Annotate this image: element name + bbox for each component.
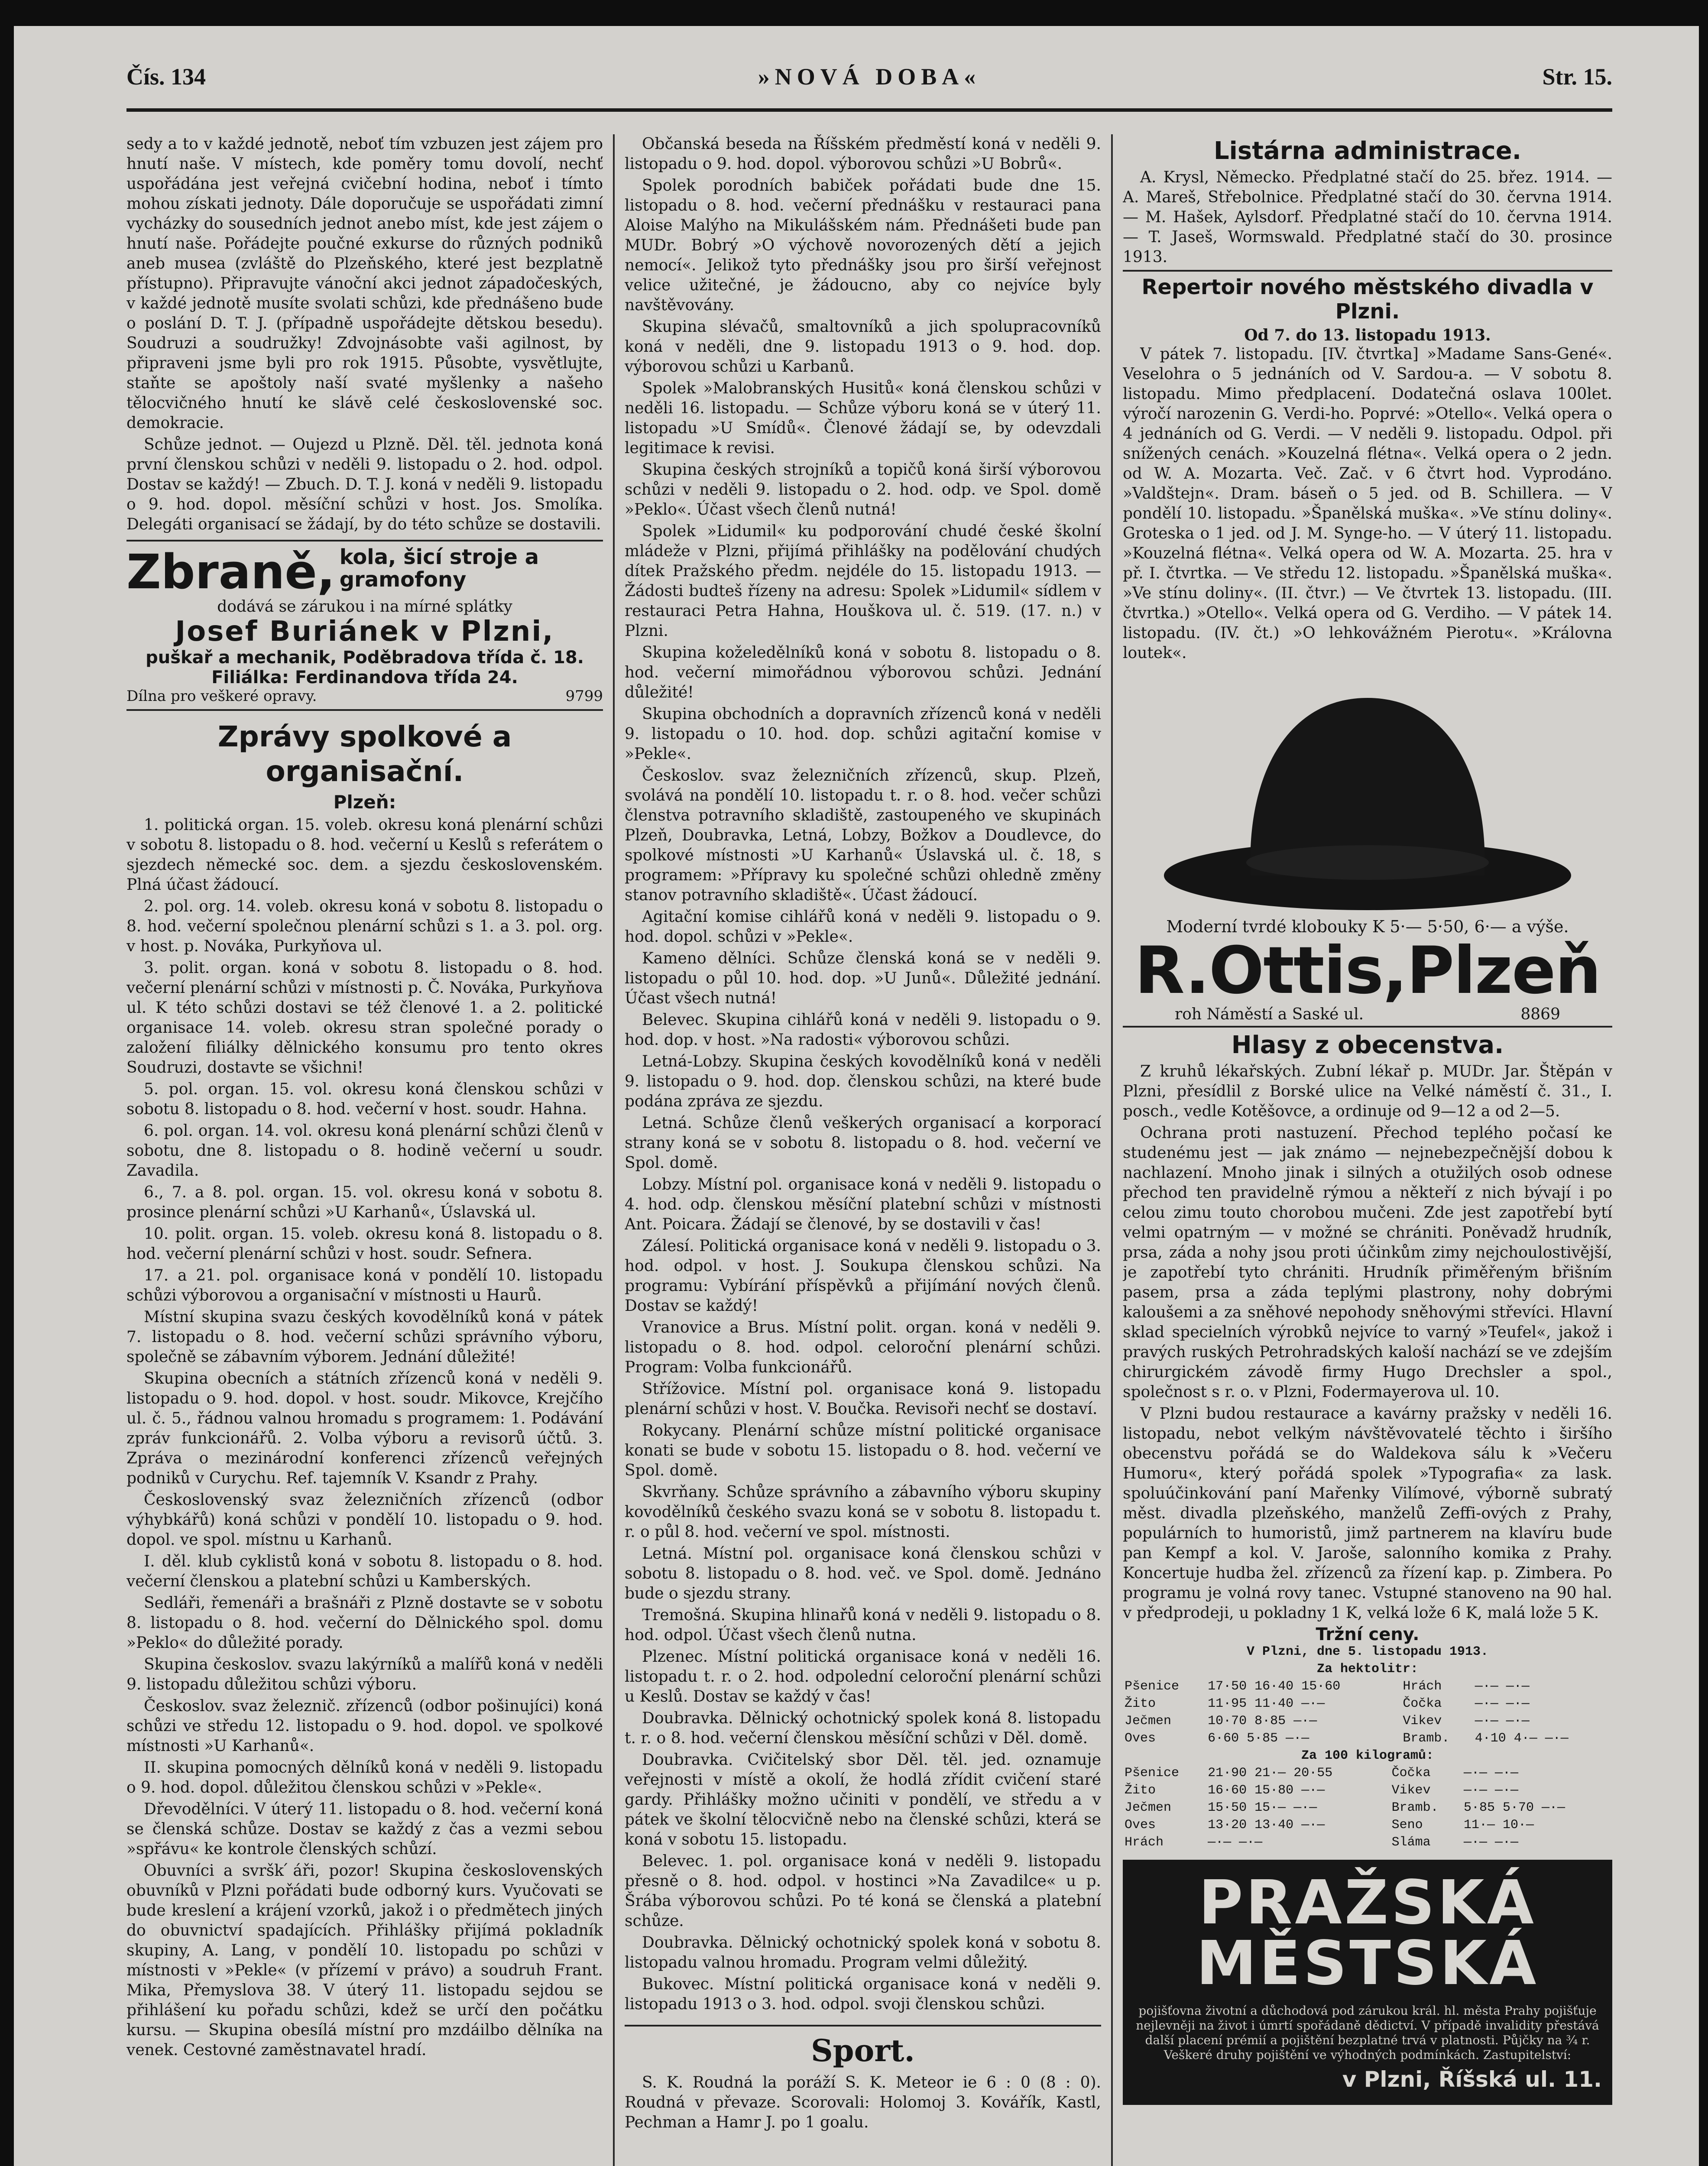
article-paragraph: sedy a to v každé jednotě, neboť tím vzbuzen jest zájem pro hnutí naše. V místech, kde poměry tomu dovolí, nechť uspořádána jest veřejná cvičební hodina, neboť i tímto mohou získati jednoty. Dále doporučuje se uspořádati zimní vycházky do sousedních jednot anebo míst, kde jest zájem o hnutí naše. Pořádejte poučné exkurse do různých podniků aneb musea (zvláště do Plzeňského, které jest bezplatně přístupno). Připravujte vánoční akci jednot západočeských, v každé jednotě musíte svolati schůzi, kde přednášeno bude o poslání D. T. J. (případně uspořádejte dětskou besedu). Soudruzi a soudružky! Zdvojnásobte vaši agilnost, by připraveni jsme byli pro rok 1915. Působte, vysvětlujte, staňte se apoštoly naší svaté myšlenky a našeho tělocvičného hnutí ke slávě celé československé soc. demokracie. bbox=[126, 135, 603, 432]
header-rule bbox=[126, 108, 1612, 112]
notice-paragraph: Dřevodělníci. V úterý 11. listopadu o 8. hod. večerní koná se členská schůze. Dostav se každý z čas a vezmi sebou »spr̆ávu« ke kontrole členských schůzí. bbox=[126, 1800, 603, 1858]
notice-list bbox=[1123, 1062, 1612, 1623]
notice-paragraph: Obuvníci a svršk ́áři, pozor! Skupina československých obuvníků v Plzni pořádati bude odborný kurs. Vyučovati se bude kreslení a krájení vzorků, jakož i o předmětech jiných do obuvnictví spadajících. Přihlášky přijímá pokladník skupiny, A. Lang, v pondělí 10. listopadu po schůzi v místnosti v »Pekle« (v přízemí v právo) a soudruh Frant. Mika, Přemyslova 38. V úterý 11. listopadu sejdou se přihlášení ku pořadu schůzi, kdež se určí den počátku kursu. — Skupina obesílá místní pro mzdáilbo dělníka na venek. Cestovné zaměstnavatel hradí. bbox=[126, 1862, 603, 2059]
notice-paragraph: Skupina slévačů, smaltovníků a jich spolupracovníků koná v neděli, dne 9. listopadu 1913 o 9. hod. dop. výborovou schůzi u Karbanů. bbox=[625, 318, 1101, 376]
market-cell: Hrách bbox=[1125, 1835, 1164, 1850]
market-date: V Plzni, dne 5. listopadu 1913. bbox=[1246, 1644, 1489, 1659]
notice-paragraph: 17. a 21. pol. organisace koná v pondělí 10. listopadu schůzi výborovou a organisační v místnosti u Haurů. bbox=[126, 1267, 603, 1304]
market-row bbox=[1123, 1834, 1612, 1851]
market-cell: 13·20 13·40 —·— bbox=[1208, 1818, 1325, 1832]
notice-paragraph: Letná-Lobzy. Skupina českých kovodělníků koná v neděli 9. listopadu o 9. hod. dop. členskou schůzi, na které bude podána zpráva ze sjezdu. bbox=[625, 1053, 1101, 1110]
market-cell: 11·95 11·40 —·— bbox=[1208, 1696, 1325, 1711]
masthead: »NOVÁ DOBA« bbox=[758, 64, 981, 90]
notice-paragraph: Střížovice. Místní pol. organisace koná 9. listopadu plenární schůzi v host. V. Boučka. Revisoři nechť se dostaví. bbox=[625, 1380, 1101, 1418]
market-cell: Bramb. bbox=[1391, 1800, 1439, 1815]
market-cell: Vikev bbox=[1391, 1783, 1431, 1798]
notice-paragraph: Agitační komise cihlářů koná v neděli 9. listopadu o 9. hod. dopol. schůzi v »Pekle«. bbox=[625, 908, 1101, 946]
ad-text: pojišťovna životní a důchodová pod zárukou král. hl. města Prahy pojišťuje nejlevněji na život i úmrtí spořádaně dědictví. V případě invalidity přestává další placení prémií a pojištění bezplatné trvá v platnosti. Půjčky na ¾ r. Veškeré druhy pojištění ve výhodných podmínkách. Zastupitelství: bbox=[1136, 2004, 1599, 2062]
market-cell: —·— —·— bbox=[1475, 1679, 1530, 1694]
market-table bbox=[1123, 1764, 1612, 1851]
ad-name: Josef Buriánek v Plzni, bbox=[175, 616, 554, 648]
notice-paragraph: Letná. Schůze členů veškerých organisací a korporací strany koná se v sobotu 8. listopadu o 8. hod. večerní ve Spol. domě. bbox=[625, 1114, 1101, 1172]
section-heading: Zprávy spolkové a organisační. bbox=[217, 720, 512, 788]
notice-paragraph: Rokycany. Plenární schůze místní politické organisace konati se bude v sobotu 15. listopadu o 8. hod. večerní ve Spol. domě. bbox=[625, 1422, 1101, 1479]
column-left bbox=[126, 134, 603, 2062]
section-subheading: Plzeň: bbox=[333, 791, 396, 813]
market-cell: —·— —·— bbox=[1463, 1835, 1518, 1850]
notice-paragraph: Místní skupina svazu českých kovodělníků koná v pátek 7. listopadu o 8. hod. večerní schůzi správního výboru, společně se zábavním výborem. Jednání důležité! bbox=[126, 1308, 603, 1366]
column-right bbox=[1123, 134, 1612, 2105]
section-heading: Repertoir nového městského divadla v Plzni. bbox=[1123, 270, 1612, 324]
notice-paragraph: Z kruhů lékařských. Zubní lékař p. MUDr. Jar. Štěpán v Plzni, přesídlil z Borské ulice na Velké náměstí č. 31., I. posch., vedle Kotěšovce, a ordinuje od 9—12 a od 2—5. bbox=[1123, 1063, 1612, 1120]
market-cell: 15·50 15·— —·— bbox=[1208, 1800, 1317, 1815]
notice-paragraph: Belevec. 1. pol. organisace koná v neděli 9. listopadu přesně o 8. hod. odpol. v hostinci »Na Zavadilce« u p. Šrába výborovou schůzi. Po té koná se členská a platební schůze. bbox=[625, 1852, 1101, 1930]
page-header bbox=[126, 50, 1612, 102]
market-cell: Oves bbox=[1125, 1818, 1156, 1832]
notice-paragraph: Bukovec. Místní politická organisace koná v neděli 9. listopadu 1913 o 3. hod. odpol. svoji členskou schůzi. bbox=[625, 1975, 1101, 2013]
section-heading: Listárna administrace. bbox=[1214, 137, 1521, 165]
notice-paragraph: Skupina obecních a státních zřízenců koná v neděli 9. listopadu o 9. hod. dopol. v host. soudr. Mikovce, Krejčího ul. č. 5., řádnou valnou hromadu s programem: 1. Podávání zpráv funkcionářů. 2. Volba výboru a revisorů účtů. 3. Zpráva o mezinárodní konferenci zřízenců veřejných podniků v Curychu. Ref. tajemník V. Ksandr z Prahy. bbox=[126, 1370, 603, 1487]
notice-paragraph: 5. pol. organ. 15. vol. okresu koná členskou schůzi v sobotu 8. listopadu o 8. hod. večerní v host. soudr. Hahna. bbox=[126, 1080, 603, 1118]
market-cell: —·— —·— bbox=[1475, 1714, 1530, 1728]
notice-paragraph: Belevec. Skupina cihlářů koná v neděli 9. listopadu o 9. hod. dop. v host. »Na radosti« výborovou schůzi. bbox=[625, 1011, 1101, 1049]
market-row bbox=[1123, 1799, 1612, 1816]
notice-paragraph: Občanská beseda na Říšském předměstí koná v neděli 9. listopadu o 9. hod. dopol. výborovou schůzi »U Bobrů«. bbox=[625, 135, 1101, 173]
market-cell: Sláma bbox=[1391, 1835, 1431, 1850]
market-heading: Tržní ceny. bbox=[1316, 1624, 1420, 1644]
notice-paragraph: Skupina českoslov. svazu lakýrníků a malířů koná v neděli 9. listopadu důležitou schůzi výboru. bbox=[126, 1656, 603, 1693]
notice-paragraph: 3. polit. organ. koná v sobotu 8. listopadu o 8. hod. večerní plenární schůzi v místnosti p. Č. Nováka, Purkyňova ul. K této schůzi dostavi se též členové 1. a 2. politické organisace 14. voleb. okresu stran společné porady o založení filiálky dělnického konsumu pro tento okres Soudruzi, dostavte se všichni! bbox=[126, 959, 603, 1077]
market-cell: 11·— 10·— bbox=[1463, 1818, 1534, 1832]
market-unit: Za 100 kilogramů: bbox=[1301, 1748, 1434, 1763]
notice-paragraph: V Plzni budou restaurace a kavárny pražsky v neděli 16. listopadu, nebot velkým návštěvovatelé těchto i širšího obecenstvu pořádá se do Waldekova sálu k »Večeru Humoru«, který pořádá spolek »Typografia« za lask. spoluúčinkování paní Mařenky Vilímové, výborně subratý měst. divadla plzeňského, manželů Zeffi-ových z Prahy, populárních to humoristů, jimž partnerem na klavíru bude pan Kempf a kol. V. Jaroše, salonního komika z Prahy. Koncertuje hudba žel. zřízenců za řízení kap. p. Zimbera. Po programu je volná rovy tanec. Vstupné stanoveno na 90 hal. v předprodeji, u pokladny 1 K, velká lože 6 K, malá lože 5 K. bbox=[1123, 1405, 1612, 1622]
column-middle bbox=[625, 134, 1101, 2134]
section-heading: Hlasy z obecenstva. bbox=[1123, 1026, 1612, 1059]
notice-paragraph: Tremošná. Skupina hlinařů koná v neděli 9. listopadu o 8. hod. odpol. Účast všech členů nutna. bbox=[625, 1606, 1101, 1644]
notice-paragraph: Skvrňany. Schůze správního a zábavního výboru skupiny kovodělníků českého svazu koná se v sobotu 8. listopadu t. r. o půl 8. hod. večerní ve spol. místnosti. bbox=[625, 1483, 1101, 1541]
notice-paragraph: Spolek »Malobranských Husitů« koná členskou schůzi v neděli 16. listopadu. — Schůze výboru koná se v úterý 11. listopadu »U Smídů«. Členové žádají se, by odevzdali legitimace k revisi. bbox=[625, 379, 1101, 457]
ad-address: roh Náměstí a Saské ul. bbox=[1175, 1005, 1364, 1023]
market-cell: Žito bbox=[1125, 1783, 1156, 1798]
market-cell: 17·50 16·40 15·60 bbox=[1208, 1679, 1341, 1694]
market-table bbox=[1123, 1678, 1612, 1747]
notice-list bbox=[126, 815, 603, 2060]
market-cell: Vikev bbox=[1403, 1714, 1442, 1728]
ad-subtitle: kola, šicí stroje a gramofony bbox=[339, 545, 539, 592]
market-cell: 21·90 21·— 20·55 bbox=[1208, 1766, 1333, 1780]
market-row bbox=[1123, 1730, 1612, 1747]
market-cell: Pšenice bbox=[1125, 1766, 1180, 1780]
market-row bbox=[1123, 1678, 1612, 1695]
ad-name: R.Ottis,Plzeň bbox=[1134, 933, 1601, 1008]
notice-paragraph: Českoslov. svaz železničních zřízenců, skup. Plzeň, svolává na pondělí 10. listopadu t. r. o 8. hod. večer schůzi členstva potravního skladiště, zastoupeného ve skupinách Plzeň, Doubravka, Letná, Lobzy, Božkov a Doudlevce, do spolkové místnosti »U Karhanů« Úslavská ul. č. 18, s programem: »Přípravy ku společné schůzi ohledně změny stanov potravního skladiště«. Účast žádoucí. bbox=[625, 767, 1101, 904]
market-cell: Čočka bbox=[1403, 1696, 1442, 1711]
notice-paragraph: Spolek porodních babiček pořádati bude dne 15. listopadu o 8. hod. večerní přednášku v restauraci pana Aloise Malýho na Mikulášském nám. Přednášeti bude pan MUDr. Bobrý »O výchově novorozených dětí a jejich nemocí«. Jelikož tyto přednášky jsou pro širší veřejnost velice užitečné, je žádoucno, aby co nejvíce byly navštěvovány. bbox=[625, 177, 1101, 314]
market-cell: Ječmen bbox=[1125, 1800, 1172, 1815]
sport-heading: Sport. bbox=[625, 2025, 1101, 2069]
notice-paragraph: Skupina českých strojníků a topičů koná širší výborovou schůzi v neděli 9. listopadu o 2. hod. odp. ve Spol. domě »Peklo«. Účast všech členů nutná! bbox=[625, 461, 1101, 519]
notice-paragraph: Spolek »Lidumil« ku podporování chudé české školní mládeže v Plzni, přijímá přihlášky na podělování chudých dítek Pražského předm. nejdéle do 15. listopadu 1913. — Žádosti budteš řízeny na adresu: Spolek »Lidumil« sídlem v restauraci Petra Hahna, Houškova ul. č. 519. (17. n.) v Plzni. bbox=[625, 522, 1101, 640]
market-cell: —·— —·— bbox=[1463, 1766, 1518, 1780]
notice-paragraph: Letná. Místní pol. organisace koná členskou schůzi v sobotu 8. listopadu o 8. hod. več. ve Spol. domě. Jednáno bude o sjezdu strany. bbox=[625, 1545, 1101, 1602]
notice-paragraph: I. děl. klub cyklistů koná v sobotu 8. listopadu o 8. hod. večerní členskou a platební schůzi u Kamberských. bbox=[126, 1553, 603, 1590]
page-number: Str. 15. bbox=[1542, 64, 1612, 90]
notice-paragraph: 1. politická organ. 15. voleb. okresu koná plenární schůzi v sobotu 8. listopadu o 8. hod. večerní u Keslů s referátem o sjezdech německé soc. dem. a sjezdu československém. Plná účast žádoucí. bbox=[126, 816, 603, 894]
market-cell: 5·85 5·70 —·— bbox=[1463, 1800, 1565, 1815]
notice-paragraph: Plzenec. Místní politická organisace koná v neděli 16. listopadu t. r. o 2. hod. odpolední celoroční plenární schůzi u Keslů. Dostav se každý v čas! bbox=[625, 1648, 1101, 1706]
market-row bbox=[1123, 1816, 1612, 1834]
notice-paragraph: Československý svaz železničních zřízenců (odbor výhybkářů) koná schůzi v pondělí 10. listopadu o 9. hod. dopol. ve spol. místnu u Karhanů. bbox=[126, 1491, 603, 1549]
notice-paragraph: Lobzy. Místní pol. organisace koná v neděli 9. listopadu o 4. hod. odp. členskou měsíční platební schůzi v místnosti Ant. Poicara. Žádají se členové, by se dostavili v čas! bbox=[625, 1176, 1101, 1233]
market-cell: Seno bbox=[1391, 1818, 1423, 1832]
market-cell: Žito bbox=[1125, 1696, 1156, 1711]
notice-paragraph: Českoslov. svaz železnič. zřízenců (odbor pošinujíci) koná schůzi ve středu 12. listopadu o 9. hod. dopol. ve spolkové místnosti »U Karhanů«. bbox=[126, 1697, 603, 1755]
notice-paragraph: Skupina obchodních a dopravních zřízenců koná v neděli 9. listopadu o 10. hod. dop. schůzi agitační komise v »Pekle«. bbox=[625, 705, 1101, 763]
market-prices bbox=[1123, 1626, 1612, 1851]
market-row bbox=[1123, 1782, 1612, 1799]
advertisement-prazska-mestska bbox=[1123, 1860, 1612, 2105]
notice-paragraph: Kameno dělníci. Schůze členská koná se v neděli 9. listopadu o půl 10. hod. dop. »U Junů«. Důležité jednání. Účast všech nutná! bbox=[625, 950, 1101, 1007]
market-cell: 10·70 8·85 —·— bbox=[1208, 1714, 1317, 1728]
market-cell: Ječmen bbox=[1125, 1714, 1172, 1728]
notice-paragraph: Doubravka. Dělnický ochotnický spolek koná 8. listopadu t. r. o 8. hod. večerní členskou měsíční schůzi v Děl. domě. bbox=[625, 1709, 1101, 1747]
ad-address: v Plzni, Říšská ul. 11. bbox=[1342, 2067, 1602, 2092]
ad-line: dodává se zárukou i na mírné splátky bbox=[217, 598, 512, 616]
market-cell: —·— —·— bbox=[1208, 1835, 1263, 1850]
market-cell: 6·60 5·85 —·— bbox=[1208, 1731, 1309, 1746]
newspaper-page bbox=[14, 26, 1699, 2166]
market-cell: Pšenice bbox=[1125, 1679, 1180, 1694]
column-divider bbox=[1111, 134, 1113, 2166]
ad-number: 9799 bbox=[565, 687, 603, 705]
market-cell: Hrách bbox=[1403, 1679, 1442, 1694]
market-cell: Bramb. bbox=[1403, 1731, 1450, 1746]
sport-paragraph: S. K. Roudná la poráží S. K. Meteor ie 6 : 0 (8 : 0). Roudná v převaze. Scorovali: Holomoj 3. Kovářík, Kastl, Pechman a Hamr J. po 1 goalu. bbox=[625, 2074, 1101, 2131]
notice-paragraph: 10. polit. organ. 15. voleb. okresu koná 8. listopadu o 8. hod. večerní plenární schůzi v host. soudr. Sefnera. bbox=[126, 1225, 603, 1263]
ad-line: Moderní tvrdé klobouky K 5·— 5·50, 6·— a výše. bbox=[1166, 917, 1569, 936]
notice-paragraph: Doubravka. Cvičitelský sbor Děl. těl. jed. oznamuje veřejnosti v místě a okolí, že hodlá zřídit cvičení staré gardy. Přihlášky možno učiniti v pondělí, ve středu a v pátek ve školní tělocvičně nebo na členské schůzi, která se koná v sobotu 15. listopadu. bbox=[625, 1751, 1101, 1848]
notice-paragraph: II. skupina pomocných dělníků koná v neděli 9. listopadu o 9. hod. dopol. důležitou členskou schůzi v »Pekle«. bbox=[126, 1759, 603, 1796]
ad-address: puškař a mechanik, Poděbradova třída č. 18. Filiálka: Ferdinandova třída 24. bbox=[146, 648, 584, 687]
article-paragraph: Schůze jednot. — Oujezd u Plzně. Děl. těl. jednota koná první členskou schůzi v neděli 9. listopadu o 2. hod. odpol. Dostav se každý! — Zbuch. D. T. J. koná v neděli 9. listopadu o 9. hod. dopol. měsíční schůzi v host. Jos. Smolíka. Delegáti organisací se žádají, by do této schůze se dostavili. bbox=[126, 436, 603, 533]
article-paragraph: V pátek 7. listopadu. [IV. čtvrtka] »Madame Sans-Gené«. Veselohra o 5 jednáních od V. Sardou-a. — V sobotu 8. listopadu. Mimo předplacení. Dodatečná oslava 100let. výročí narozenin G. Verdi-ho. Poprvé: »Otello«. Velká opera o 4 jednáních od G. Verdi. — V neděli 9. listopadu. Odpol. při snížených cenách. »Kouzelná flétna«. Velká opera o 2 jedn. od W. A. Mozarta. Več. Zač. v 6 čtvrt hod. Vyprodáno. »Valdštejn«. Dram. báseň o 5 jed. od B. Schillera. — V pondělí 10. listopadu. »Španělská muška«. »Ve stínu doliny«. Groteska o 1 jed. od J. M. Synge-ho. — V úterý 11. listopadu. »Kouzelná flétna«. Velká opera od W. A. Mozarta. 25. hra v př. I. čtvrtka. — Ve středu 12. listopadu. »Španělská muška«. »Ve stínu doliny«. (II. čtvr.) — Ve čtvrtek 13. listopadu. (III. čtvrtka.) »Otello«. Velká opera od G. Verdiho. — V pátek 14. listopadu. (IV. čt.) »O lehkovážném Pierotu«. »Královna loutek«. bbox=[1123, 345, 1612, 662]
notice-paragraph: 2. pol. org. 14. voleb. okresu koná v sobotu 8. listopadu o 8. hod. večerní společnou plenární schůzi s 1. a 3. pol. org. v host. p. Nováka, Purkyňova ul. bbox=[126, 898, 603, 955]
bowler-hat-image bbox=[1151, 672, 1584, 914]
issue-number: Čís. 134 bbox=[126, 64, 206, 90]
market-cell: 16·60 15·80 —·— bbox=[1208, 1783, 1325, 1798]
column-divider bbox=[613, 134, 615, 2166]
notice-paragraph: 6., 7. a 8. pol. organ. 15. vol. okresu koná v sobotu 8. prosince plenární schůzi »U Karhanů«, Úslavská ul. bbox=[126, 1184, 603, 1221]
repertoir-dates: Od 7. do 13. listopadu 1913. bbox=[1244, 326, 1491, 344]
market-cell: —·— —·— bbox=[1463, 1783, 1518, 1798]
market-cell: Oves bbox=[1125, 1731, 1156, 1746]
ad-footer: Dílna pro veškeré opravy. bbox=[126, 687, 317, 705]
ad-number: 8869 bbox=[1520, 1005, 1560, 1023]
ad-title: PRAŽSKÁ MĚSTSKÁ bbox=[1196, 1868, 1539, 1999]
notice-paragraph: Sedláři, řemenáři a brašnáři z Plzně dostavte se v sobotu 8. listopadu o 8. hod. večerní do Dělnického spol. domu »Peklo« do důležité porady. bbox=[126, 1594, 603, 1652]
market-row bbox=[1123, 1764, 1612, 1782]
ad-title: Zbraně, bbox=[126, 544, 335, 600]
market-row bbox=[1123, 1712, 1612, 1730]
market-row bbox=[1123, 1695, 1612, 1712]
notice-list bbox=[625, 134, 1101, 2014]
market-cell: —·— —·— bbox=[1475, 1696, 1530, 1711]
notice-paragraph: Doubravka. Dělnický ochotnický spolek koná v sobotu 8. listopadu valnou hromadu. Program velmi důležitý. bbox=[625, 1934, 1101, 1971]
article-paragraph: A. Krysl, Německo. Předplatné stačí do 25. břez. 1914. — A. Mareš, Střebolnice. Předplatné stačí do 30. června 1914. — M. Hašek, Aylsdorf. Předplatné stačí do 10. června 1914. — T. Jaseš, Wormswald. Předplatné stačí do 30. prosince 1913. bbox=[1123, 169, 1612, 266]
market-unit: Za hektolitr: bbox=[1316, 1662, 1419, 1676]
market-cell: 4·10 4·— —·— bbox=[1475, 1731, 1569, 1746]
notice-paragraph: Skupina koželedělníků koná v sobotu 8. listopadu o 8. hod. večerní mimořádnou výborovou schůzi. Jednání důležité! bbox=[625, 644, 1101, 701]
notice-paragraph: Ochrana proti nastuzení. Přechod teplého počasí ke studenému jest — jak známo — nejnebezpečnější dobou k nachlazení. Mnoho jinak i silných a otužilých osob odnese přechod ten pravidelně rýmou a někteří z nich bývají i po celou zimu touto chorobou mučeni. Zde jest zapotřebí bytí velmi opatrným — v možné se chrániti. Poněvadž hrudník, prsa, záda a nohy jsou proti účinkům zimy nejchoulostivější, je zapotřebí tyto chrániti. Hrudník přiměřeným břišním pasem, prsa a záda teplými plastrony, nohy dobrými kaloušemi a za sněhové nepohody sněhovými střevíci. Hlavní sklad specielních výrobků nejvíce to varný »Teufel«, jakož i pravých ruských Petrohradských kaloší nachází se ve zdejším chirurgickém závodě firmy Hugo Drechsler a spol., společnost s r. o. v Plzni, Fodermayerova ul. 10. bbox=[1123, 1124, 1612, 1401]
notice-paragraph: 6. pol. organ. 14. vol. okresu koná plenární schůzi členů v sobotu, dne 8. listopadu o 8. hodině večerní u soudr. Zavadila. bbox=[126, 1122, 603, 1180]
notice-paragraph: Zálesí. Politická organisace koná v neděli 9. listopadu o 3. hod. odpol. v host. J. Soukupa členskou schůzi. Na programu: Vybírání příspěvků a přijímání nových členů. Dostav se každý! bbox=[625, 1237, 1101, 1315]
advertisement-buriánek bbox=[126, 540, 603, 711]
market-cell: Čočka bbox=[1391, 1766, 1431, 1780]
notice-paragraph: Vranovice a Brus. Místní polit. organ. koná v neděli 9. listopadu o 8. hod. odpol. celoroční plenární schůzi. Program: Volba funkcionářů. bbox=[625, 1319, 1101, 1376]
